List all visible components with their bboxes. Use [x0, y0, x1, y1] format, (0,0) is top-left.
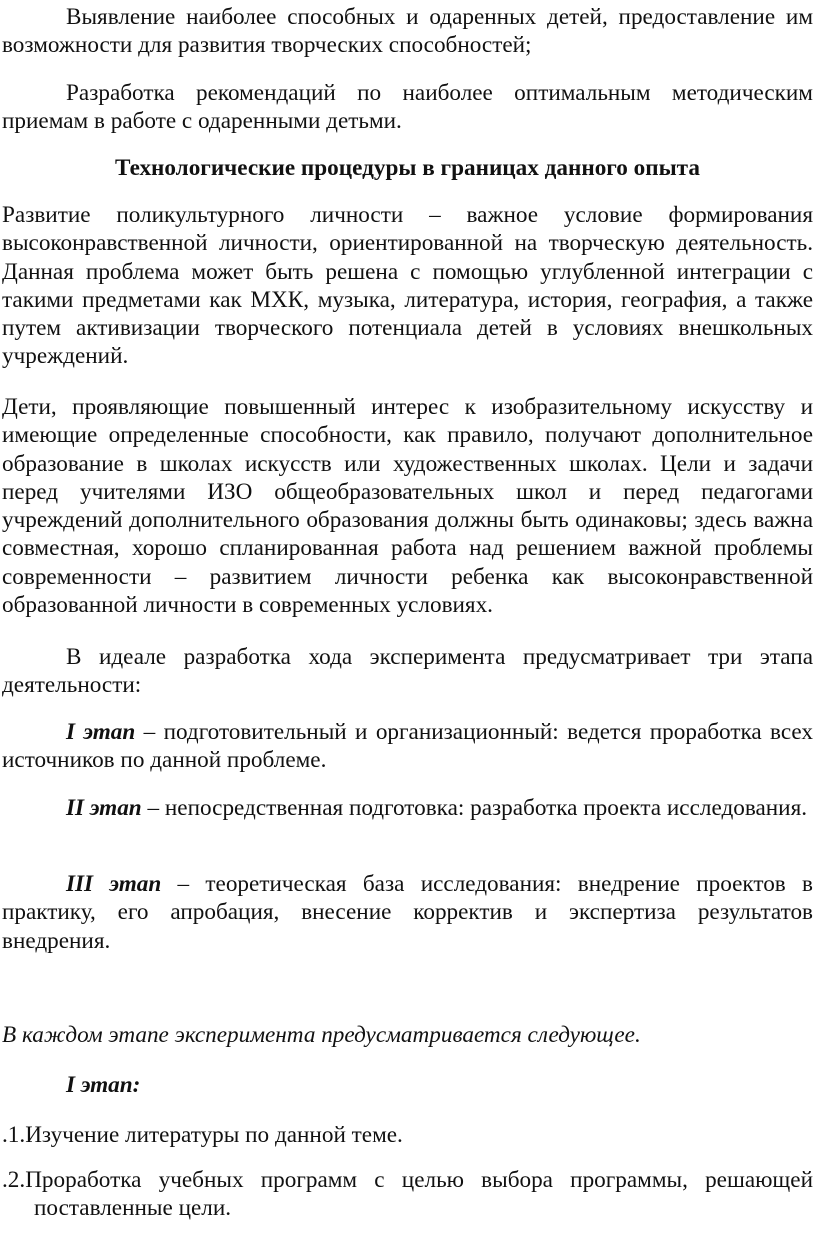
italic-intro: В каждом этапе эксперимента предусматривается следующее.: [2, 1022, 641, 1048]
list-text-2: Проработка учебных программ с целью выбора программы, решающей поставленные цели.: [25, 1167, 813, 1222]
stage-1-paragraph: [2, 718, 813, 775]
stage-1-label: I этап: [66, 719, 136, 745]
list-number-1: .1.: [2, 1122, 26, 1148]
paragraph-recommendations: Разработка рекомендаций по наиболее оптимальным методическим приемам в работе с одаренными детьми.: [2, 80, 813, 135]
paragraph-goal-gifted: Выявление наиболее способных и одаренных детей, предоставление им возможности для развития творческих способностей;: [2, 4, 813, 59]
stage-1-heading: I этап:: [66, 1072, 141, 1098]
stage-2-text: – непосредственная подготовка: разработка проекта исследования.: [141, 795, 808, 821]
stage-3-paragraph: [2, 870, 813, 955]
stage-3-text: – теоретическая база исследования: внедрение проектов в практику, его апробация, внесение корректив и экспертиза результатов внедрения.: [2, 871, 813, 954]
paragraph-experiment-stages: В идеале разработка хода эксперимента предусматривает три этапа деятельности:: [2, 644, 813, 699]
list-text-1: Изучение литературы по данной теме.: [25, 1122, 403, 1148]
stage-2-label: II этап: [66, 795, 142, 821]
list-number-2: .2.: [2, 1167, 26, 1193]
section-heading: Технологические процедуры в границах данного опыта: [115, 155, 700, 181]
list-item-2: [2, 1166, 813, 1223]
paragraph-children-art: Дети, проявляющие повышенный интерес к изобразительному искусству и имеющие определенные способности, как правило, получают дополнительное образование в школах искусств или художественных школах. Цели и задачи перед учителями ИЗО общеобразовательных школ и перед педагогами учреждений дополнительного образования должны быть одинаковы; здесь важна совместная, хорошо спланированная работа над решением важной проблемы современности – развитием личности ребенка как высоконравственной образованной личности в современных условиях.: [2, 394, 813, 619]
paragraph-multicultural: Развитие поликультурного личности – важное условие формирования высоконравственной личности, ориентированной на творческую деятельность. Данная проблема может быть решена с помощью углубленной интеграции с такими предметами как МХК, музыка, литература, история, география, а также путем активизации творческого потенциала детей в условиях внешкольных учреждений.: [2, 202, 813, 370]
stage-3-label: III этап: [66, 871, 162, 897]
list-item-1: [2, 1121, 813, 1149]
stage-2-paragraph: [2, 794, 813, 822]
stage-1-text: – подготовительный и организационный: ведется проработка всех источников по данной проблеме.: [2, 719, 814, 774]
